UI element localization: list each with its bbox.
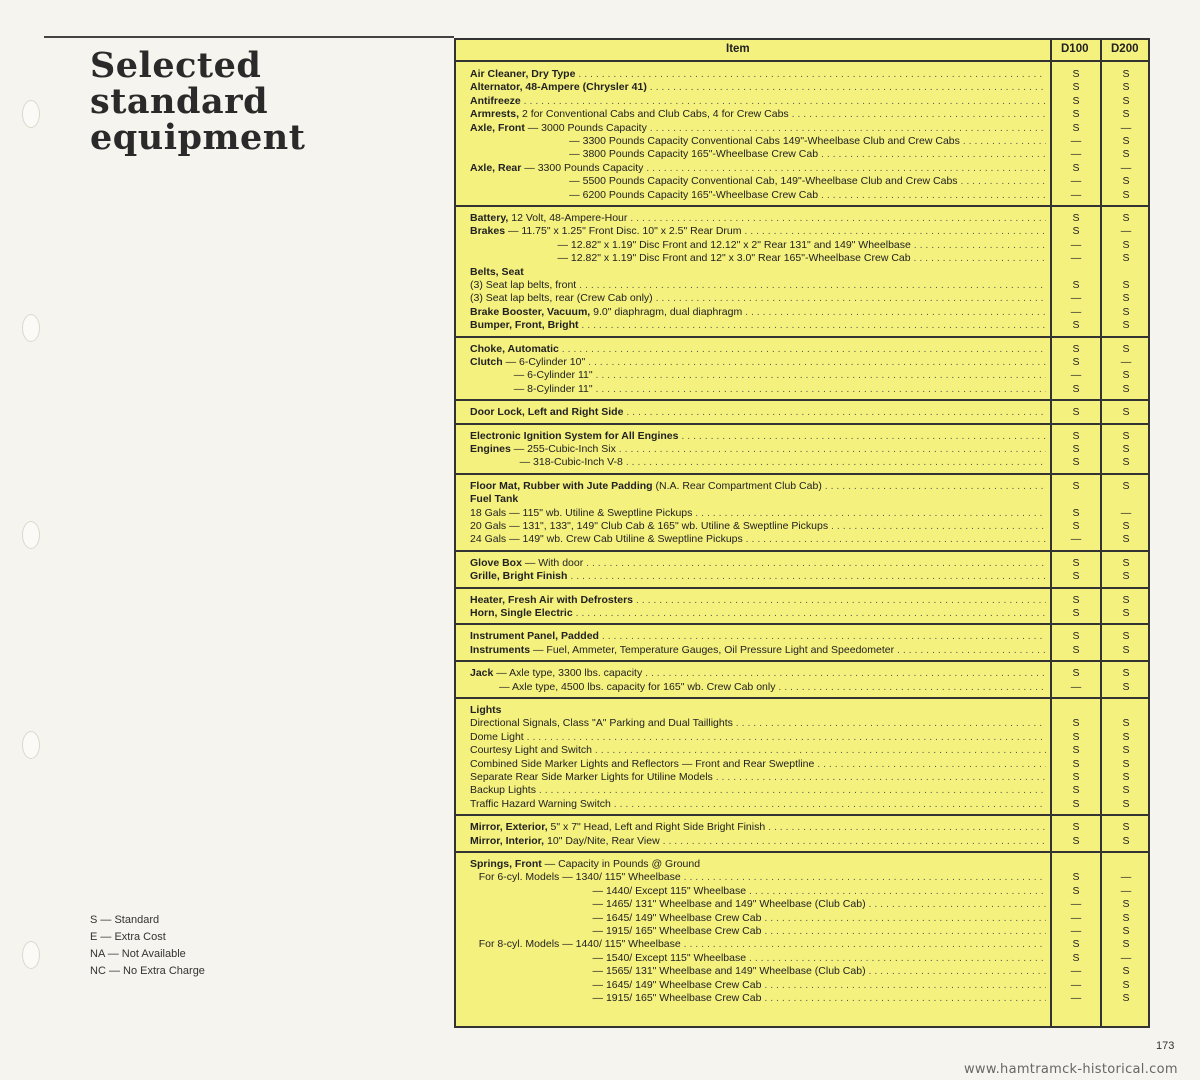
item-detail: (3) Seat lap belts, rear (Crew Cab only) — [470, 292, 653, 305]
legend — [90, 912, 205, 980]
table-row — [456, 356, 1148, 369]
item-detail: For 8-cyl. Models — 1440/ 115" Wheelbase — [470, 938, 681, 951]
table-row — [456, 430, 1148, 443]
d100-value: S — [1072, 81, 1080, 94]
item-name: Fuel Tank — [470, 493, 519, 506]
table-row — [456, 681, 1148, 694]
table-row — [456, 520, 1148, 533]
item-name: Lights — [470, 704, 502, 716]
item-detail: Backup Lights — [470, 784, 536, 797]
item-detail: 9.0" diaphragm, dual diaphragm — [590, 305, 743, 318]
d200-value: S — [1122, 520, 1130, 532]
d200-value: — — [1120, 225, 1132, 238]
table-row — [456, 493, 1148, 506]
d200-value: S — [1122, 238, 1130, 251]
d100-value: S — [1072, 225, 1080, 238]
equipment-table — [454, 38, 1150, 1028]
item-name: Clutch — [470, 356, 503, 368]
section-divider — [456, 814, 1148, 816]
d200-value: S — [1122, 680, 1130, 693]
table-row — [456, 744, 1148, 757]
table-row — [456, 771, 1148, 784]
item-detail: 2 for Conventional Cabs and Club Cabs, 4 for Crew Cabs — [519, 108, 789, 121]
page-title — [90, 45, 420, 158]
item-detail: — 12.82" x 1.19" Disc Front and 12.12" x 2" Rear 131" and 149" Wheelbase — [470, 238, 911, 251]
item-detail: — Axle type, 4500 lbs. capacity for 165" wb. Crew Cab only — [470, 680, 776, 693]
d200-value: S — [1122, 757, 1130, 770]
d200-value: S — [1122, 443, 1130, 455]
d100-value: — — [1070, 148, 1082, 161]
item-name: Heater, Fresh Air with Defrosters — [470, 593, 633, 606]
d100-value: S — [1072, 479, 1080, 492]
d200-value: S — [1122, 479, 1130, 492]
top-rule — [44, 36, 454, 38]
legend-item: NC — No Extra Charge — [90, 965, 205, 977]
d100-value: S — [1072, 834, 1080, 847]
section-divider — [456, 473, 1148, 475]
d200-value: S — [1122, 784, 1130, 797]
item-detail: 12 Volt, 48-Ampere-Hour — [508, 212, 628, 224]
table-row — [456, 952, 1148, 965]
d100-value: S — [1072, 757, 1080, 770]
item-name: Axle, Front — [470, 121, 525, 134]
item-name: Horn, Single Electric — [470, 607, 573, 619]
d200-value: S — [1122, 771, 1130, 783]
table-row — [456, 81, 1148, 94]
table-row — [456, 383, 1148, 396]
item-detail: 20 Gals — 131", 133", 149" Club Cab & 165" wb. Utiline & Sweptline Pickups — [470, 520, 829, 532]
item-detail: — 12.82" x 1.19" Disc Front and 12" x 3.0" Rear 165"-Wheelbase Crew Cab — [470, 252, 911, 265]
table-row — [456, 965, 1148, 978]
item-detail: — 3300 Pounds Capacity Conventional Cabs 149"-Wheelbase Club and Crew Cabs — [470, 135, 960, 147]
section-divider — [456, 205, 1148, 207]
d100-value: — — [1070, 911, 1082, 924]
item-detail: — 3300 Pounds Capacity — [521, 161, 644, 174]
item-detail: — 6200 Pounds Capacity 165"-Wheelbase Crew Cab — [470, 188, 819, 201]
item-name: Mirror, Exterior, — [470, 821, 548, 834]
section-divider — [456, 550, 1148, 552]
table-row — [456, 225, 1148, 238]
d100-value: S — [1072, 161, 1080, 174]
table-row — [456, 821, 1148, 834]
d100-value: S — [1072, 607, 1080, 619]
item-detail: Combined Side Marker Lights and Reflectors — Front and Rear Sweptline — [470, 757, 815, 770]
d200-value: S — [1122, 279, 1130, 291]
item-detail: — 1565/ 131" Wheelbase and 149" Wheelbase (Club Cab) — [470, 965, 866, 978]
table-row — [456, 239, 1148, 252]
d200-value: S — [1122, 369, 1130, 382]
d200-value: S — [1122, 938, 1130, 951]
d200-value: S — [1122, 108, 1130, 121]
binder-hole — [22, 314, 40, 342]
item-detail: Separate Rear Side Marker Lights for Utiline Models — [470, 771, 713, 783]
table-row — [456, 667, 1148, 680]
d200-value: S — [1122, 188, 1130, 201]
d100-value: S — [1072, 68, 1080, 80]
item-detail: (3) Seat lap belts, front — [470, 279, 577, 291]
section-divider — [456, 399, 1148, 401]
d200-value: S — [1122, 797, 1130, 810]
d200-value: S — [1122, 978, 1130, 991]
item-name: Choke, Automatic — [470, 342, 559, 355]
d100-value: — — [1070, 188, 1082, 201]
d100-value: S — [1072, 342, 1080, 355]
item-detail: — 1540/ Except 115" Wheelbase — [470, 951, 747, 964]
d100-value: S — [1072, 121, 1080, 134]
d100-value: — — [1070, 680, 1082, 693]
d100-value: S — [1072, 717, 1080, 730]
d100-value: S — [1072, 443, 1080, 455]
binder-hole — [22, 521, 40, 549]
d100-value: S — [1072, 730, 1080, 743]
d200-value: S — [1122, 821, 1130, 834]
item-name: Brakes — [470, 225, 506, 238]
legend-item: E — Extra Cost — [90, 931, 166, 943]
d100-value: S — [1072, 643, 1080, 656]
d200-value: S — [1122, 965, 1130, 978]
item-name: Antifreeze — [470, 94, 521, 107]
d100-value: S — [1072, 797, 1080, 810]
d100-value: S — [1072, 884, 1080, 897]
d100-value: S — [1072, 94, 1080, 107]
item-name: Electronic Ignition System for All Engines — [470, 429, 679, 442]
item-name: Engines — [470, 443, 511, 455]
d100-value: S — [1072, 520, 1080, 532]
d100-value: S — [1072, 744, 1080, 757]
table-row — [456, 68, 1148, 81]
section-divider — [456, 851, 1148, 853]
d200-value: S — [1122, 744, 1130, 757]
table-row — [456, 630, 1148, 643]
item-detail: — 1440/ Except 115" Wheelbase — [470, 884, 747, 897]
table-row — [456, 456, 1148, 469]
d200-value: S — [1122, 456, 1130, 469]
item-detail: 5" x 7" Head, Left and Right Side Bright Finish — [547, 821, 766, 834]
d200-value: S — [1122, 292, 1130, 305]
header-d200: D200 — [1111, 43, 1139, 55]
table-row — [456, 731, 1148, 744]
table-row — [456, 175, 1148, 188]
item-detail: — 5500 Pounds Capacity Conventional Cab, 149"-Wheelbase Club and Crew Cabs — [470, 175, 958, 188]
item-detail: — 6-Cylinder 10" — [502, 356, 586, 368]
table-row — [456, 594, 1148, 607]
d200-value: S — [1122, 898, 1130, 911]
item-detail: — With door — [521, 556, 584, 569]
table-row — [456, 212, 1148, 225]
d200-value: S — [1122, 556, 1130, 569]
item-detail: — 1915/ 165" Wheelbase Crew Cab — [470, 925, 762, 937]
table-row — [456, 95, 1148, 108]
d100-value: S — [1072, 406, 1080, 419]
d100-value: — — [1070, 925, 1082, 937]
table-row — [456, 607, 1148, 620]
binder-hole — [22, 941, 40, 969]
table-row — [456, 369, 1148, 382]
item-name: Mirror, Interior, — [470, 834, 545, 847]
item-detail: 10" Day/Nite, Rear View — [544, 834, 660, 847]
d200-value: S — [1122, 212, 1130, 224]
section-divider — [456, 697, 1148, 699]
section-divider — [456, 623, 1148, 625]
d100-value: — — [1070, 252, 1082, 265]
d200-value: S — [1122, 305, 1130, 318]
item-name: Armrests, — [470, 108, 520, 121]
table-row — [456, 784, 1148, 797]
table-row — [456, 162, 1148, 175]
d100-value: — — [1070, 369, 1082, 382]
d200-value: S — [1122, 834, 1130, 847]
item-name: Instrument Panel, Padded — [470, 630, 599, 643]
table-row — [456, 343, 1148, 356]
table-row — [456, 798, 1148, 811]
table-row — [456, 122, 1148, 135]
table-row — [456, 557, 1148, 570]
item-detail: — 8-Cylinder 11" — [470, 382, 593, 395]
d100-value: S — [1072, 784, 1080, 797]
d100-value: — — [1070, 135, 1082, 147]
table-row — [456, 925, 1148, 938]
d200-value: S — [1122, 135, 1130, 147]
table-row — [456, 912, 1148, 925]
item-detail: — 6-Cylinder 11" — [470, 369, 593, 382]
legend-item: NA — Not Available — [90, 948, 186, 960]
item-detail: — 11.75" x 1.25" Front Disc. 10" x 2.5" Rear Drum — [505, 225, 742, 238]
table-row — [456, 858, 1148, 871]
d200-value: — — [1120, 356, 1132, 368]
d200-value: S — [1122, 570, 1130, 583]
item-detail: Directional Signals, Class "A" Parking and Dual Taillights — [470, 717, 733, 730]
section-divider — [456, 423, 1148, 425]
d200-value: — — [1120, 506, 1132, 519]
table-row — [456, 292, 1148, 305]
d100-value: S — [1072, 356, 1080, 368]
item-name: Battery, — [470, 212, 509, 224]
table-row — [456, 885, 1148, 898]
d200-value: — — [1120, 951, 1132, 964]
item-detail: — Fuel, Ammeter, Temperature Gauges, Oil Pressure Light and Speedometer — [530, 643, 895, 656]
table-row — [456, 480, 1148, 493]
table-row — [456, 570, 1148, 583]
table-row — [456, 992, 1148, 1005]
section-divider — [456, 587, 1148, 589]
header-item: Item — [726, 43, 750, 55]
item-name: Grille, Bright Finish — [470, 570, 568, 583]
d200-value: — — [1120, 884, 1132, 897]
d100-value: S — [1072, 871, 1080, 884]
d200-value: S — [1122, 911, 1130, 924]
item-detail: — Axle type, 3300 lbs. capacity — [493, 667, 643, 680]
item-detail: For 6-cyl. Models — 1340/ 115" Wheelbase — [470, 871, 681, 884]
table-row — [456, 319, 1148, 332]
table-row — [456, 758, 1148, 771]
table-row — [456, 533, 1148, 546]
d100-value: — — [1070, 898, 1082, 911]
binder-hole — [22, 731, 40, 759]
d200-value: S — [1122, 429, 1130, 442]
d200-value: S — [1122, 175, 1130, 188]
table-row — [456, 135, 1148, 148]
table-row — [456, 306, 1148, 319]
item-name: Alternator, 48-Ampere (Chrysler 41) — [470, 81, 647, 94]
legend-item: S — Standard — [90, 914, 160, 926]
d100-value: S — [1072, 593, 1080, 606]
d100-value: — — [1070, 305, 1082, 318]
d100-value: — — [1070, 533, 1082, 546]
watermark: www.hamtramck-historical.com — [964, 1062, 1178, 1077]
d100-value: S — [1072, 938, 1080, 951]
table-row — [456, 717, 1148, 730]
item-name: Floor Mat, Rubber with Jute Padding — [470, 479, 653, 492]
item-detail: 24 Gals — 149" wb. Crew Cab Utiline & Sweptline Pickups — [470, 533, 743, 546]
table-row — [456, 266, 1148, 279]
item-name: Jack — [470, 667, 494, 680]
table-row — [456, 507, 1148, 520]
item-detail: Traffic Hazard Warning Switch — [470, 797, 611, 810]
item-detail: — 255-Cubic-Inch Six — [510, 443, 616, 455]
d200-value: — — [1120, 161, 1132, 174]
section-divider — [456, 660, 1148, 662]
d200-value: S — [1122, 717, 1130, 730]
d200-value: S — [1122, 252, 1130, 265]
d100-value: — — [1070, 292, 1082, 305]
d200-value: S — [1122, 643, 1130, 656]
d100-value: S — [1072, 319, 1080, 332]
item-detail: — 1645/ 149" Wheelbase Crew Cab — [470, 978, 762, 991]
d200-value: S — [1122, 533, 1130, 546]
item-name: Brake Booster, Vacuum, — [470, 305, 591, 318]
table-row — [456, 871, 1148, 884]
item-detail: Courtesy Light and Switch — [470, 744, 592, 757]
d100-value: S — [1072, 771, 1080, 783]
d100-value: S — [1072, 429, 1080, 442]
item-detail: — Capacity in Pounds @ Ground — [541, 858, 701, 870]
table-row — [456, 189, 1148, 202]
d200-value: S — [1122, 342, 1130, 355]
table-row — [456, 938, 1148, 951]
d200-value: S — [1122, 630, 1130, 643]
item-detail: — 318-Cubic-Inch V-8 — [470, 456, 623, 469]
d100-value: S — [1072, 630, 1080, 643]
d200-value: S — [1122, 148, 1130, 161]
d200-value: S — [1122, 607, 1130, 619]
d100-value: S — [1072, 279, 1080, 291]
table-header — [456, 40, 1148, 62]
title-line: standard — [90, 81, 269, 122]
d100-value: S — [1072, 821, 1080, 834]
table-row — [456, 898, 1148, 911]
d100-value: — — [1070, 978, 1082, 991]
d200-value: — — [1120, 871, 1132, 884]
d100-value: — — [1070, 238, 1082, 251]
d100-value: S — [1072, 212, 1080, 224]
title-line: equipment — [90, 117, 306, 158]
table-row — [456, 443, 1148, 456]
d200-value: S — [1122, 925, 1130, 937]
d100-value: S — [1072, 667, 1080, 680]
d200-value: S — [1122, 68, 1130, 80]
item-name: Belts, Seat — [470, 265, 524, 278]
table-row — [456, 704, 1148, 717]
d100-value: S — [1072, 951, 1080, 964]
item-detail: Dome Light — [470, 730, 524, 743]
table-row — [456, 644, 1148, 657]
d200-value: S — [1122, 730, 1130, 743]
table-row — [456, 835, 1148, 848]
table-row — [456, 406, 1148, 419]
item-detail: — 3800 Pounds Capacity 165"-Wheelbase Crew Cab — [470, 148, 819, 161]
d100-value: S — [1072, 556, 1080, 569]
d100-value: S — [1072, 108, 1080, 121]
item-detail: — 3000 Pounds Capacity — [524, 121, 647, 134]
item-detail: — 1645/ 149" Wheelbase Crew Cab — [470, 911, 762, 924]
d200-value: S — [1122, 992, 1130, 1004]
item-name: Door Lock, Left and Right Side — [470, 406, 624, 419]
d200-value: S — [1122, 94, 1130, 107]
d200-value: S — [1122, 81, 1130, 94]
page-number: 173 — [1156, 1040, 1175, 1052]
d100-value: S — [1072, 382, 1080, 395]
table-row — [456, 148, 1148, 161]
table-row — [456, 108, 1148, 121]
item-detail: — 1915/ 165" Wheelbase Crew Cab — [470, 992, 762, 1004]
table-row — [456, 979, 1148, 992]
title-line: Selected — [90, 45, 262, 86]
header-d100: D100 — [1061, 43, 1089, 55]
item-detail: — 1465/ 131" Wheelbase and 149" Wheelbase (Club Cab) — [470, 898, 866, 911]
d100-value: — — [1070, 965, 1082, 978]
item-detail: 18 Gals — 115" wb. Utiline & Sweptline Pickups — [470, 506, 693, 519]
item-name: Instruments — [470, 643, 531, 656]
item-name: Bumper, Front, Bright — [470, 319, 579, 332]
item-name: Glove Box — [470, 556, 522, 569]
d200-value: S — [1122, 382, 1130, 395]
item-name: Air Cleaner, Dry Type — [470, 68, 576, 80]
d200-value: S — [1122, 406, 1130, 419]
d200-value: — — [1120, 121, 1132, 134]
binder-hole — [22, 100, 40, 128]
table-row — [456, 279, 1148, 292]
d200-value: S — [1122, 593, 1130, 606]
d200-value: S — [1122, 319, 1130, 332]
d100-value: — — [1070, 175, 1082, 188]
d100-value: — — [1070, 992, 1082, 1004]
table-row — [456, 252, 1148, 265]
d200-value: S — [1122, 667, 1130, 680]
item-name: Springs, Front — [470, 858, 542, 870]
d100-value: S — [1072, 506, 1080, 519]
section-divider — [456, 336, 1148, 338]
item-detail: (N.A. Rear Compartment Club Cab) — [652, 479, 822, 492]
d100-value: S — [1072, 570, 1080, 583]
item-name: Axle, Rear — [470, 161, 522, 174]
d100-value: S — [1072, 456, 1080, 469]
